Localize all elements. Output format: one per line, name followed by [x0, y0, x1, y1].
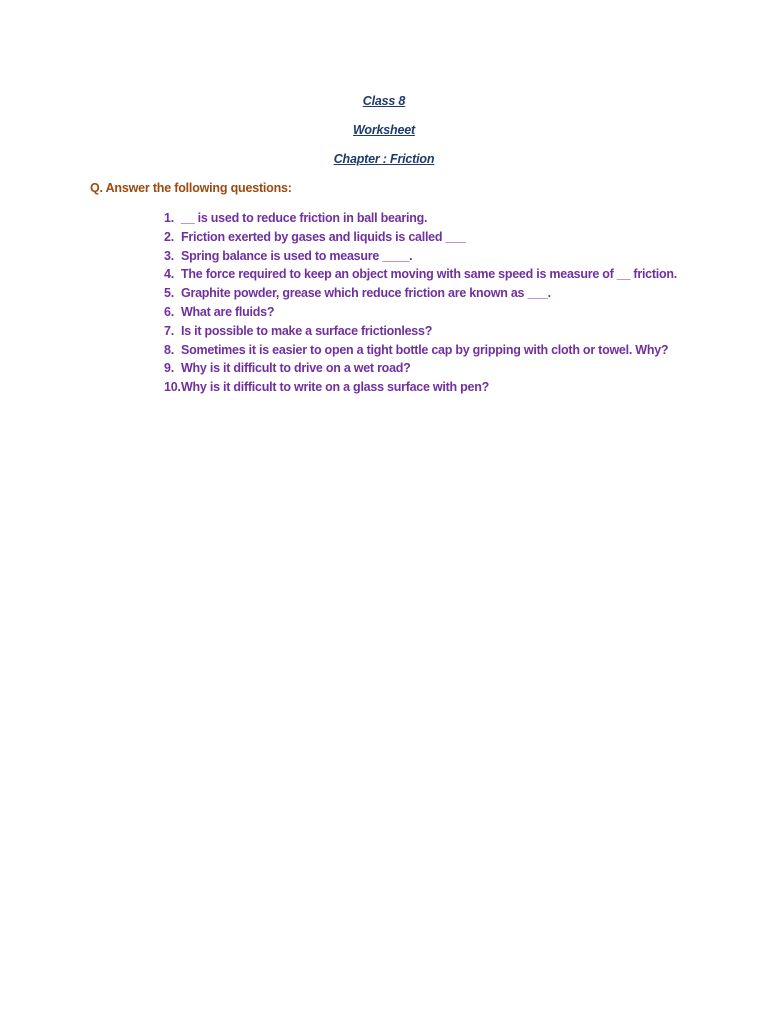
question-number-label: 10. [164, 380, 181, 395]
question-text: What are fluids? [181, 304, 275, 319]
instruction-text: Q. Answer the following questions: [90, 181, 292, 195]
question-item [148, 341, 688, 360]
question-number-label: 5. [164, 286, 174, 301]
question-number [148, 265, 181, 284]
question-item [148, 359, 688, 378]
question-number [148, 341, 181, 360]
question-number [148, 284, 181, 303]
question-item [148, 378, 688, 397]
question-text: The force required to keep an object moving with same speed is measure of __ friction. [181, 267, 677, 282]
question-list [148, 209, 688, 397]
question-text: Graphite powder, grease which reduce friction are known as ___. [181, 286, 551, 301]
chapter-title: Chapter : Friction [333, 152, 435, 166]
question-number [148, 247, 181, 266]
question-number [148, 303, 181, 322]
question-number [148, 322, 181, 341]
question-text: __ is used to reduce friction in ball bearing. [181, 211, 428, 225]
question-number [148, 209, 181, 228]
question-item [148, 322, 688, 341]
question-item [148, 209, 688, 228]
question-text: Why is it difficult to write on a glass surface with pen? [181, 380, 490, 395]
question-text: Sometimes it is easier to open a tight bottle cap by gripping with cloth or towel. Why? [181, 342, 669, 357]
question-number-label: 7. [164, 323, 174, 338]
question-number-label: 9. [164, 361, 174, 376]
question-item [148, 303, 688, 322]
question-text: Why is it difficult to drive on a wet road? [181, 361, 411, 376]
question-text: Friction exerted by gases and liquids is called ___ [181, 229, 466, 244]
question-number-label: 6. [164, 304, 174, 319]
question-number [148, 359, 181, 378]
question-number-label: 1. [164, 211, 174, 225]
question-text: Is it possible to make a surface frictionless? [181, 323, 433, 338]
question-item [148, 247, 688, 266]
question-item [148, 265, 688, 284]
question-item [148, 228, 688, 247]
question-number [148, 378, 181, 397]
question-number-label: 3. [164, 248, 174, 263]
class-title: Class 8 [362, 94, 406, 108]
worksheet-title: Worksheet [353, 123, 415, 137]
question-text: Spring balance is used to measure ____. [181, 248, 413, 263]
question-number [148, 228, 181, 247]
question-number-label: 8. [164, 342, 174, 357]
question-number-label: 4. [164, 267, 174, 282]
question-item [148, 284, 688, 303]
question-number-label: 2. [164, 229, 174, 244]
